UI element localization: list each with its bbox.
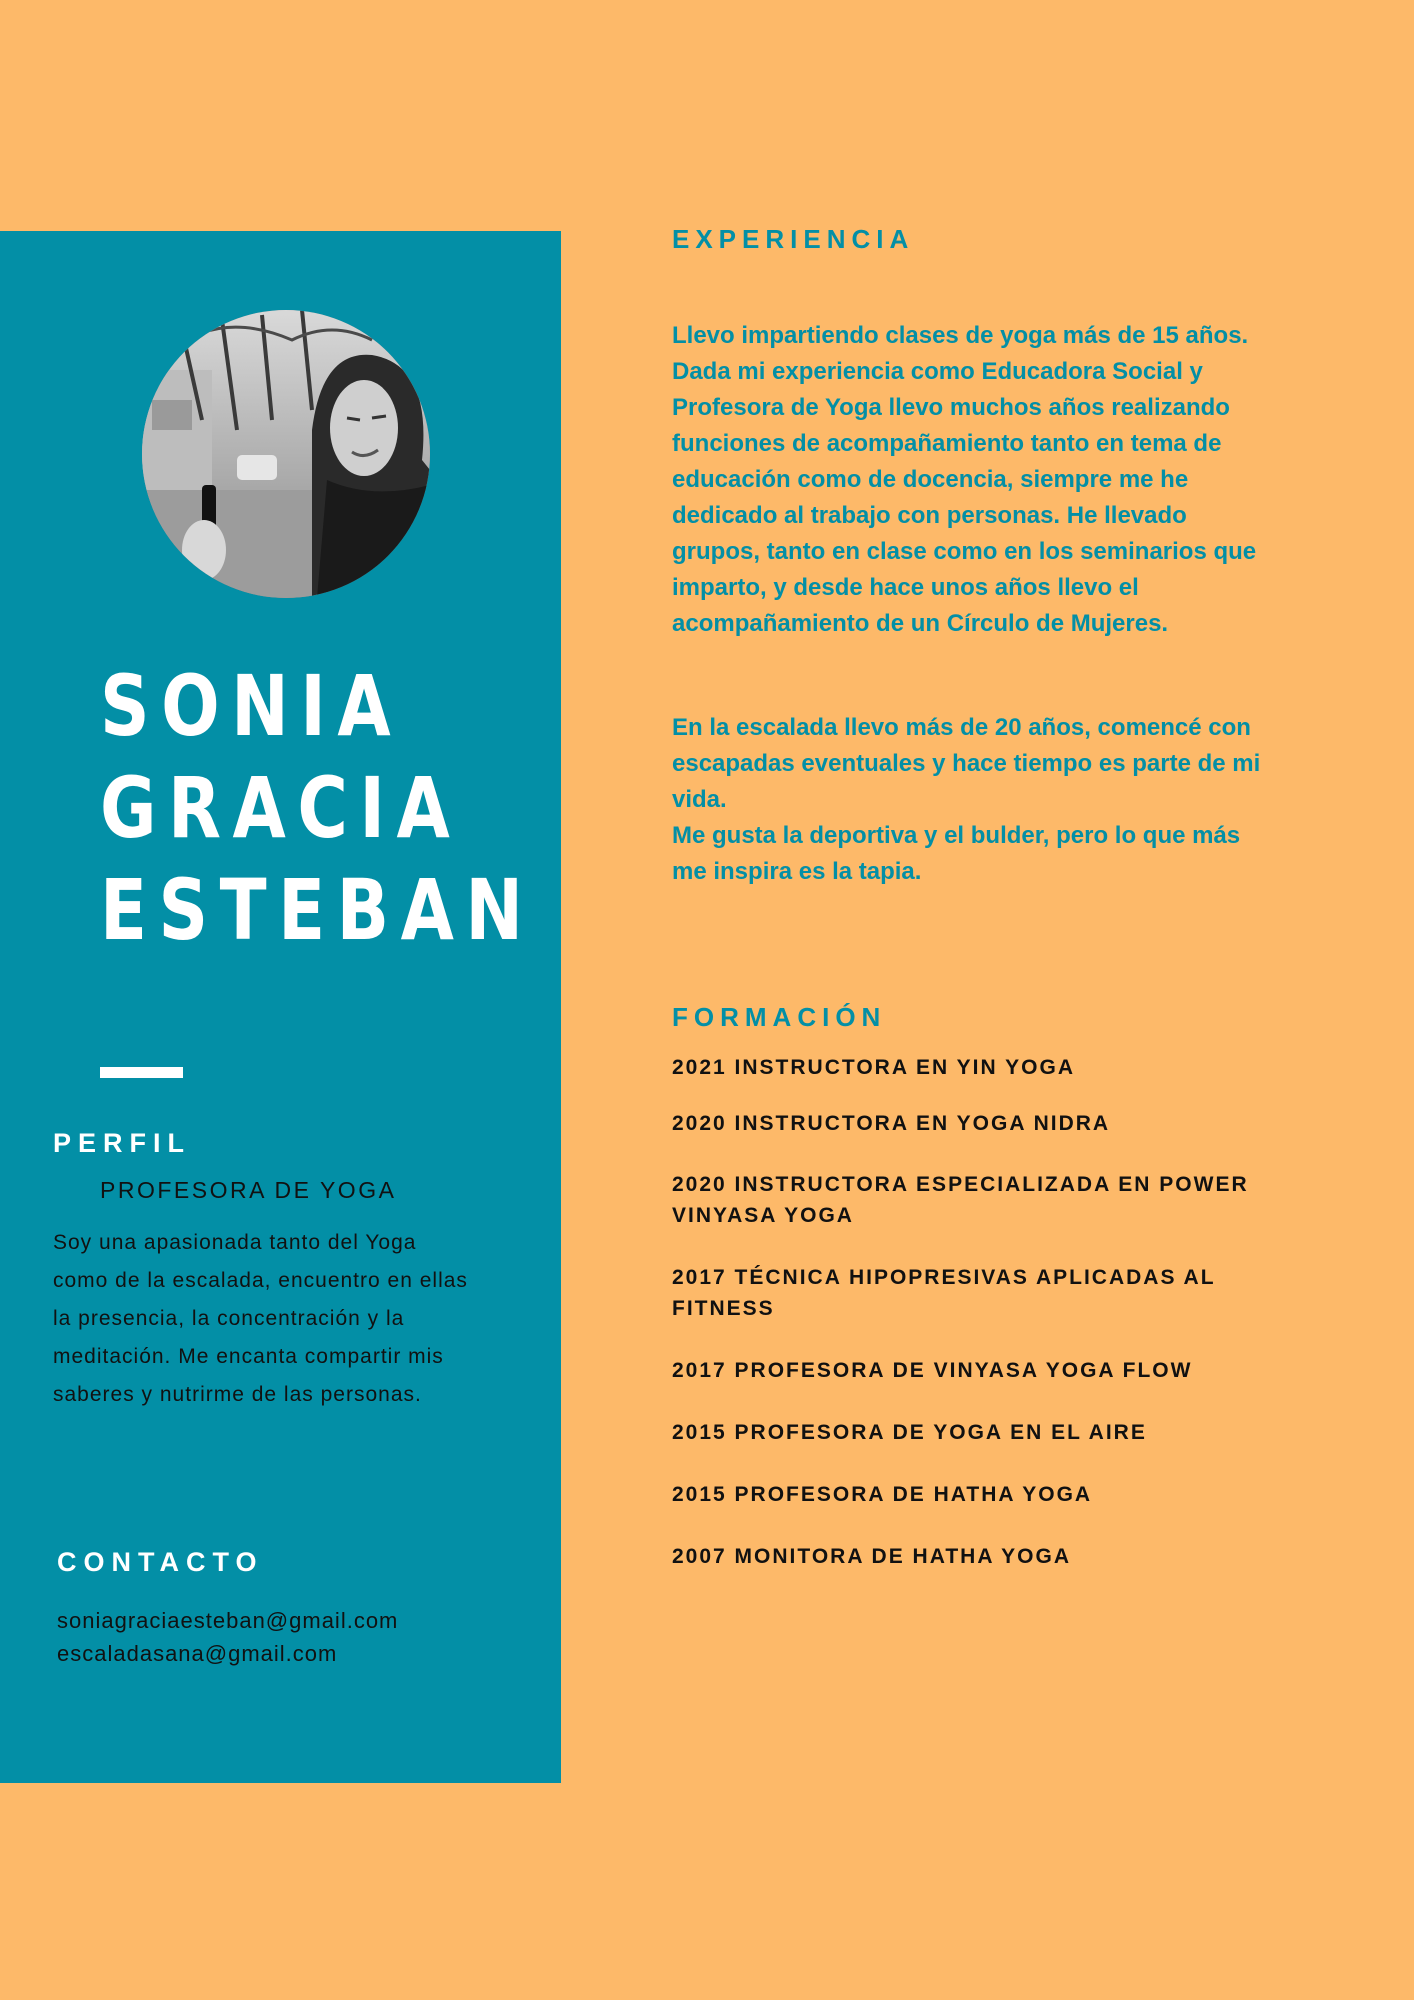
name-line-third: ESTEBAN xyxy=(100,861,535,959)
experiencia-escalada-text-2: Me gusta la deportiva y el bulder, pero lo que más me inspira es la tapia. xyxy=(672,822,1241,885)
formacion-item: 2017 TÉCNICA HIPOPRESIVAS APLICADAS AL FITNESS xyxy=(672,1266,1216,1320)
formacion-item: 2020 INSTRUCTORA ESPECIALIZADA EN POWER VINYASA YOGA xyxy=(672,1173,1249,1227)
contact-list xyxy=(57,1604,398,1670)
experiencia-paragraph-escalada xyxy=(672,710,1272,890)
formacion-item: 2007 MONITORA DE HATHA YOGA xyxy=(672,1545,1072,1568)
formacion-item: 2017 PROFESORA DE VINYASA YOGA FLOW xyxy=(672,1359,1193,1382)
experiencia-escalada-text: En la escalada llevo más de 20 años, comencé con escapadas eventuales y hace tiempo es parte de mi vida. xyxy=(672,714,1261,813)
contacto-heading: CONTACTO xyxy=(57,1547,264,1577)
formacion-item: 2015 PROFESORA DE YOGA EN EL AIRE xyxy=(672,1421,1147,1444)
formacion-heading: FORMACIÓN xyxy=(672,1002,887,1032)
formacion-item: 2015 PROFESORA DE HATHA YOGA xyxy=(672,1483,1093,1506)
perfil-description: Soy una apasionada tanto del Yoga como de la escalada, encuentro en ellas la presencia, la concentración y la meditación. Me encanta compartir mis saberes y nutrirme de las personas. xyxy=(53,1231,468,1406)
divider-bar xyxy=(100,1067,183,1078)
email-link-primary[interactable]: soniagraciaesteban@gmail.com xyxy=(57,1608,399,1633)
experiencia-heading: EXPERIENCIA xyxy=(672,224,915,254)
perfil-subtitle: PROFESORA DE YOGA xyxy=(100,1177,397,1203)
name-line-second: GRACIA xyxy=(100,759,462,857)
perfil-heading: PERFIL xyxy=(53,1128,192,1158)
person-name xyxy=(100,655,535,961)
email-link-secondary[interactable]: escaladasana@gmail.com xyxy=(57,1641,338,1666)
name-line-first: SONIA xyxy=(100,657,403,755)
profile-photo xyxy=(142,310,430,598)
experiencia-paragraph-yoga: Llevo impartiendo clases de yoga más de 15 años. Dada mi experiencia como Educadora Social y Profesora de Yoga llevo muchos años realizando funciones de acompañamiento tanto en tema de educación como de docencia, siempre me he dedicado al trabajo con personas. He llevado grupos, tanto en clase como en los seminarios que imparto, y desde hace unos años llevo el acompañamiento de un Círculo de Mujeres. xyxy=(672,322,1257,637)
formacion-item: 2020 INSTRUCTORA EN YOGA NIDRA xyxy=(672,1112,1111,1135)
formacion-item: 2021 INSTRUCTORA EN YIN YOGA xyxy=(672,1056,1075,1079)
